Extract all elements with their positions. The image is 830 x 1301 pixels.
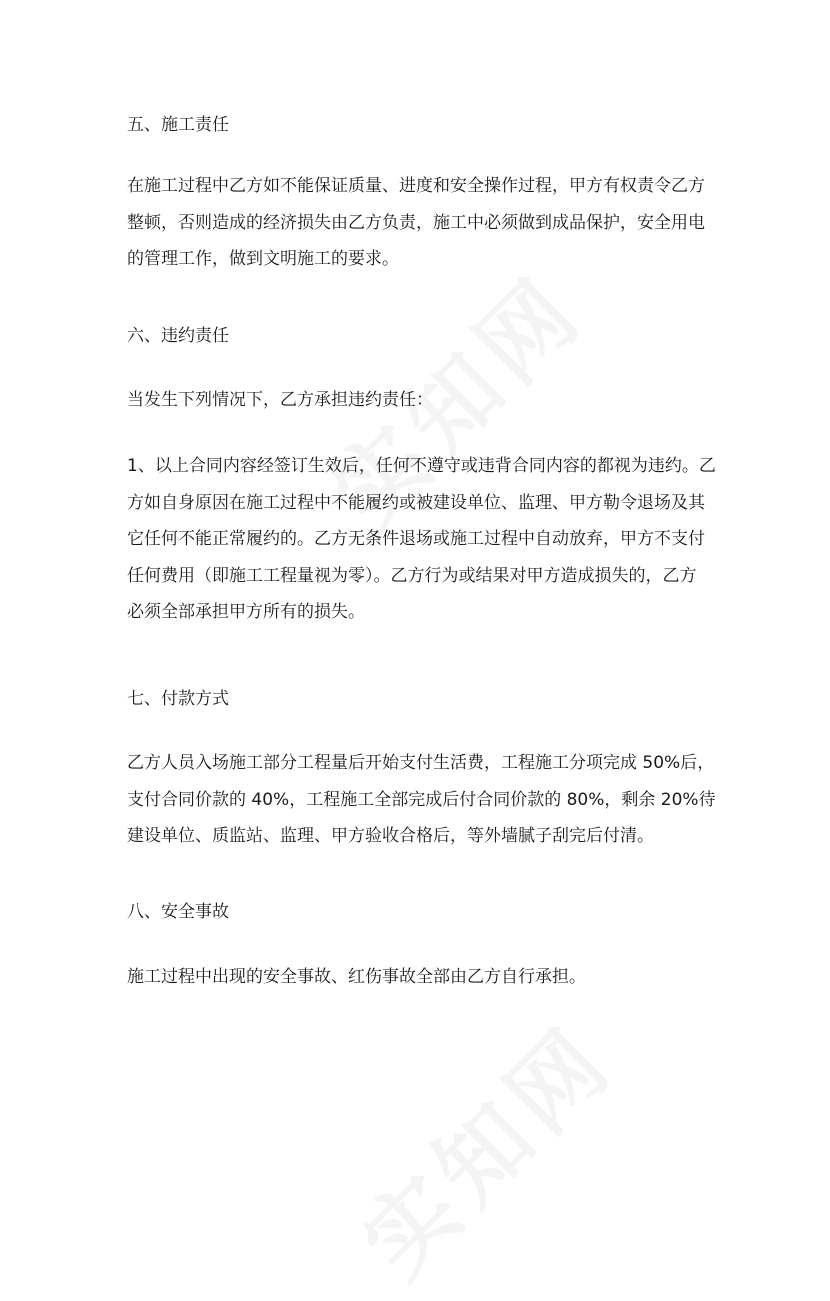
paragraph-line: 必须全部承担甲方所有的损失。 — [127, 602, 365, 622]
section-heading-7: 七、付款方式 — [127, 689, 229, 709]
paragraph-line: 建设单位、质监站、监理、甲方验收合格后，等外墙腻子刮完后付清。 — [127, 826, 654, 846]
paragraph-line: 乙方人员入场施工部分工程量后开始支付生活费，工程施工分项完成 50%后， — [127, 753, 715, 773]
section-heading-5: 五、施工责任 — [127, 115, 229, 135]
paragraph-line: 支付合同价款的 40%，工程施工全部完成后付合同价款的 80%，剩余 20%待 — [127, 789, 716, 810]
paragraph-line: 整顿，否则造成的经济损失由乙方负责，施工中必须做到成品保护，安全用电 — [127, 212, 705, 233]
paragraph-line: 1、以上合同内容经签订生效后，任何不遵守或违背合同内容的都视为违约。乙 — [127, 456, 716, 476]
paragraph-line: 它任何不能正常履约的。乙方无条件退场或施工过程中自动放弃，甲方不支付 — [127, 529, 705, 549]
paragraph-line: 方如自身原因在施工过程中不能履约或被建设单位、监理、甲方勒令退场及其 — [127, 492, 705, 513]
paragraph-line: 当发生下列情况下，乙方承担违约责任： — [127, 390, 433, 410]
paragraph-line: 施工过程中出现的安全事故、红伤事故全部由乙方自行承担。 — [127, 967, 586, 987]
paragraph-line: 在施工过程中乙方如不能保证质量、进度和安全操作过程，甲方有权责令乙方 — [127, 176, 705, 196]
watermark-bottom — [328, 991, 638, 1301]
section-heading-8: 八、安全事故 — [127, 902, 229, 922]
section-paragraph-7 — [127, 745, 716, 855]
paragraph-line: 的管理工作，做到文明施工的要求。 — [127, 249, 399, 269]
paragraph-line: 任何费用（即施工工程量视为零）。乙方行为或结果对甲方造成损失的，乙方 — [127, 565, 697, 586]
section-heading-6: 六、违约责任 — [127, 326, 229, 346]
section-paragraph-8 — [127, 959, 703, 996]
section-item-6-1 — [127, 448, 716, 631]
section-intro-6 — [127, 382, 703, 419]
section-paragraph-5 — [127, 168, 703, 278]
